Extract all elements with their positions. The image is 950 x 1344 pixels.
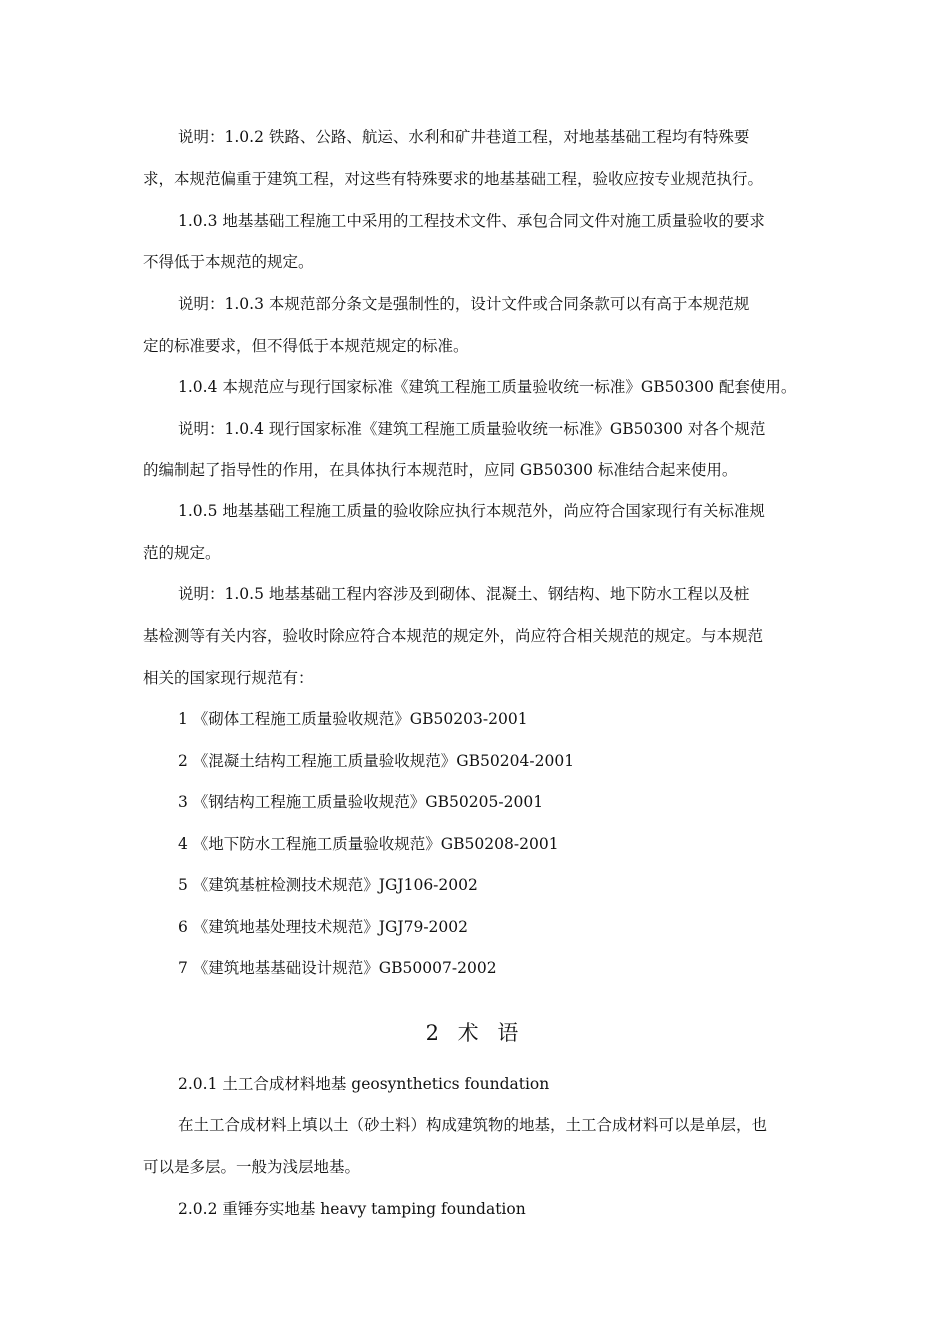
para-1-line-2: 求，本规范偏重于建筑工程，对这些有特殊要求的地基基础工程，验收应按专业规范执行。: [143, 170, 764, 188]
para-3-line-1: 说明：1.0.3 本规范部分条文是强制性的，设计文件或合同条款可以有高于本规范规: [178, 295, 750, 313]
term-2-0-1-desc-line-2: 可以是多层。一般为浅层地基。: [143, 1158, 361, 1176]
para-7-line-1: 说明：1.0.5 地基基础工程内容涉及到砌体、混凝土、钢结构、地下防水工程以及桩: [178, 585, 750, 603]
list-item: 2 《混凝土结构工程施工质量验收规范》GB50204-2001: [178, 752, 575, 770]
para-7-line-3: 相关的国家现行规范有：: [143, 669, 314, 687]
para-5-line-1: 说明：1.0.4 现行国家标准《建筑工程施工质量验收统一标准》GB50300 对各个规范: [178, 420, 766, 438]
term-2-0-2: 2.0.2 重锤夯实地基 heavy tamping foundation: [178, 1200, 526, 1218]
para-7-line-2: 基检测等有关内容，验收时除应符合本规范的规定外，尚应符合相关规范的规定。与本规范: [143, 627, 764, 645]
para-4-line-1: 1.0.4 本规范应与现行国家标准《建筑工程施工质量验收统一标准》GB50300 配套使用。: [178, 378, 797, 396]
para-6-line-2: 范的规定。: [143, 544, 221, 562]
para-2-line-2: 不得低于本规范的规定。: [143, 253, 314, 271]
list-item: 6 《建筑地基处理技术规范》JGJ79-2002: [178, 918, 469, 936]
para-1-line-1: 说明：1.0.2 铁路、公路、航运、水利和矿井巷道工程，对地基基础工程均有特殊要: [178, 128, 750, 146]
list-item: 5 《建筑基桩检测技术规范》JGJ106-2002: [178, 876, 478, 894]
para-6-line-1: 1.0.5 地基基础工程施工质量的验收除应执行本规范外，尚应符合国家现行有关标准规: [178, 502, 765, 520]
section-heading: 2 术 语: [425, 1021, 525, 1045]
term-2-0-1-desc-line-1: 在土工合成材料上填以土（砂土料）构成建筑物的地基，土工合成材料可以是单层，也: [178, 1116, 768, 1134]
para-2-line-1: 1.0.3 地基基础工程施工中采用的工程技术文件、承包合同文件对施工质量验收的要求: [178, 212, 765, 230]
list-item: 1 《砌体工程施工质量验收规范》GB50203-2001: [178, 710, 528, 728]
list-item: 7 《建筑地基基础设计规范》GB50007-2002: [178, 959, 497, 977]
list-item: 3 《钢结构工程施工质量验收规范》GB50205-2001: [178, 793, 544, 811]
term-2-0-1: 2.0.1 土工合成材料地基 geosynthetics foundation: [178, 1075, 550, 1093]
list-item: 4 《地下防水工程施工质量验收规范》GB50208-2001: [178, 835, 559, 853]
para-5-line-2: 的编制起了指导性的作用，在具体执行本规范时，应同 GB50300 标准结合起来使用。: [143, 461, 738, 479]
para-3-line-2: 定的标准要求，但不得低于本规范规定的标准。: [143, 337, 469, 355]
